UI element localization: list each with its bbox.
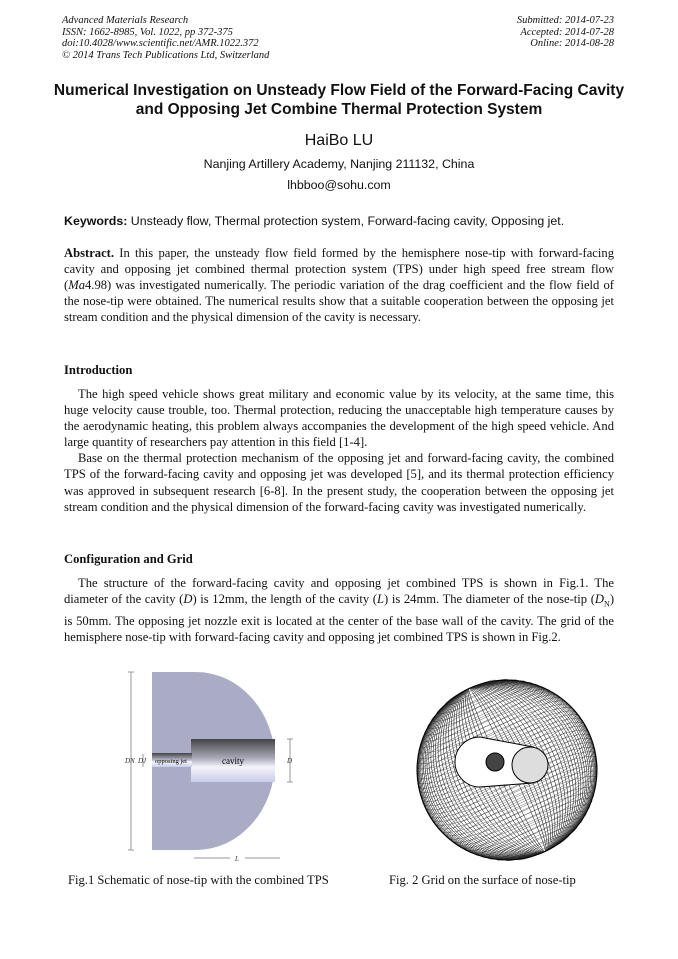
abstract-text-2: 4.98) was investigated numerically. The periodic variation of the drag coefficient and the flow field of the nose-tip were obtained. The numerical results show that a suitable cooperation between the opposing jet stream condition and the physical dimension of the cavity is necessary.: [64, 278, 614, 325]
journal-name: Advanced Materials Research: [62, 15, 189, 26]
l-label: L: [235, 855, 239, 863]
config-paragraph: The structure of the forward-facing cavity and opposing jet combined TPS is shown in Fig.1. The diameter of the cavity (D) is 12mm, the length of the cavity (L) is 24mm. The diameter of the nose-tip $(D_N)$ is 50mm. The opposing jet nozzle exit is located at the center of the base wall of the cavity. The grid of the hemisphere nose-tip with forward-facing cavity and opposing jet combined TPS is shown in Fig.2.: [64, 576, 615, 644]
abstract-label: Abstract.: [64, 246, 115, 260]
abstract: [64, 245, 614, 325]
jet-label: opposing jet: [155, 758, 187, 765]
fig2-caption: Fig. 2 Grid on the surface of nose-tip: [389, 873, 576, 887]
config-body: [64, 575, 614, 645]
d-label: D: [287, 757, 293, 765]
intro-body: [64, 386, 614, 515]
issn: ISSN: 1662-8985, Vol. 1022, pp 372-375: [62, 26, 233, 38]
intro-heading: Introduction: [64, 363, 133, 377]
paper-title: Numerical Investigation on Unsteady Flow Field of the Forward-Facing Cavity and Opposing Jet Combine Thermal Protection System: [53, 82, 625, 118]
cavity-label: cavity: [222, 756, 244, 766]
abstract-text: In this paper, the unsteady flow field formed by the hemisphere nose-tip with forward-facing cavity and opposing jet combined thermal protection system (TPS) under high speed free stream flow (: [64, 246, 614, 293]
journal-info: [62, 15, 269, 61]
fig2-grid: [410, 675, 610, 865]
submitted-date: Submitted: 2014-07-23: [516, 15, 614, 26]
accepted-date: Accepted: 2014-07-28: [520, 26, 614, 38]
dj-label: DJ: [138, 757, 147, 765]
doi: doi:10.4028/www.scientific.net/AMR.1022.372: [62, 38, 259, 49]
keywords-label: Keywords:: [64, 214, 128, 228]
author: HaiBo LU: [304, 132, 374, 149]
abstract-ma: Ma: [68, 278, 85, 293]
intro-paragraph-1: The high speed vehicle shows great military and economic value by its velocity, at the same time, this huge velocity cause trouble, too. Thermal protection, reducing the unacceptable high temperature causes by the aerodynamic heating, this problem always accompanies the development of the high speed vehicle. And large quantity of researchers pay attention in this field [1-4].: [64, 387, 614, 450]
email: lhbboo@sohu.com: [287, 178, 391, 192]
online-date: Online: 2014-08-28: [530, 38, 614, 49]
keywords-text: Unsteady flow, Thermal protection system, Forward-facing cavity, Opposing jet.: [127, 214, 565, 228]
affiliation: Nanjing Artillery Academy, Nanjing 211132, China: [203, 157, 475, 171]
copyright: © 2014 Trans Tech Publications Ltd, Switzerland: [62, 49, 270, 61]
dn-label: DN: [125, 757, 135, 765]
fig1-schematic: [110, 660, 330, 870]
config-heading: Configuration and Grid: [64, 552, 193, 566]
intro-paragraph-2: Base on the thermal protection mechanism of the opposing jet and forward-facing cavity, the combined TPS of the forward-facing cavity and opposing jet was developed [5], and its thermal protection efficiency was approved in subsequent research [6-8]. In the present study, the cooperation between the opposing jet stream condition and the physical dimension of the forward-facing cavity was investigated numerically.: [64, 451, 614, 514]
fig1-caption: Fig.1 Schematic of nose-tip with the combined TPS: [68, 873, 329, 887]
dates-info: [517, 15, 614, 50]
keywords: [64, 213, 614, 229]
